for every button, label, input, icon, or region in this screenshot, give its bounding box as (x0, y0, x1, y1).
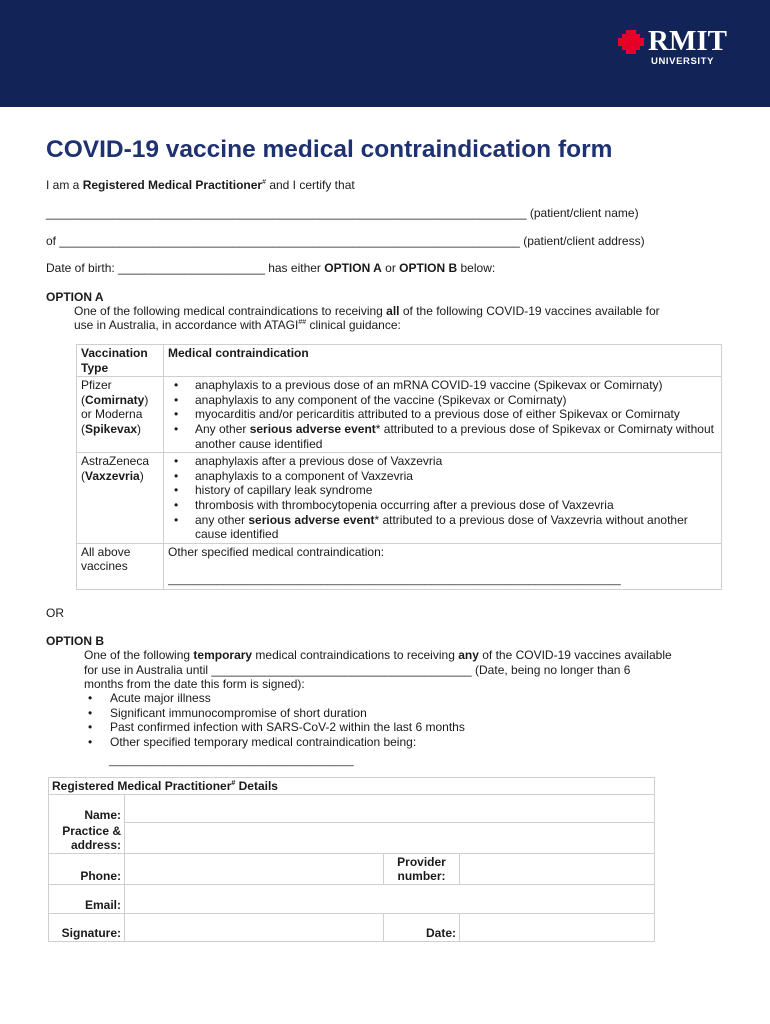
patient-address-line: of _____________________________________________________________________ (patient/client address) (46, 234, 645, 248)
table-row (77, 453, 722, 544)
option-a-desc-1: One of the following medical contraindications to receiving all of the following COVID-19 vaccines available for (74, 304, 660, 318)
list-item: • anaphylaxis to any component of the vaccine (Spikevax or Comirnaty) (168, 393, 717, 408)
option-b-desc-2: for use in Australia until _______________________________________ (Date, being no longer than 6 (84, 663, 631, 677)
list-item: • anaphylaxis to a previous dose of an mRNA COVID-19 vaccine (Spikevax or Comirnaty) (168, 378, 717, 393)
date-label: Date: (384, 913, 460, 941)
dob-field[interactable]: ______________________ (118, 261, 265, 275)
practice-address-field[interactable] (125, 823, 655, 854)
patient-address-field[interactable]: _____________________________________________________________________ (59, 234, 520, 248)
option-b-heading: OPTION B (46, 634, 105, 648)
until-date-field[interactable]: _______________________________________ (211, 663, 472, 677)
dob-line: Date of birth: ______________________ has either OPTION A or OPTION B below: (46, 261, 496, 275)
logo-subtitle: UNIVERSITY (651, 56, 715, 67)
table-row (49, 884, 655, 913)
patient-name-line: ________________________________________________________________________ (patient/client name) (46, 206, 639, 220)
or-label: OR (46, 606, 64, 620)
practice-address-label: Practice & address: (49, 823, 125, 854)
list-item: • Other specified temporary medical contraindication being: (84, 735, 465, 750)
table-row (77, 543, 722, 589)
list-item: • anaphylaxis to a component of Vaxzevria (168, 469, 717, 484)
option-b-desc-3: months from the date this form is signed): (84, 677, 305, 691)
vaccine-type-pfizer: Pfizer (Comirnaty) or Moderna (Spikevax) (77, 377, 164, 453)
name-field[interactable] (125, 795, 655, 823)
option-a-heading: OPTION A (46, 290, 104, 304)
table-row (49, 853, 655, 884)
details-heading: Registered Medical Practitioner# Details (49, 778, 655, 795)
vaccine-type-astrazeneca: AstraZeneca (Vaxzevria) (77, 453, 164, 544)
vaccine-type-all: All above vaccines (77, 543, 164, 589)
table-header-row (77, 345, 722, 377)
email-field[interactable] (125, 884, 655, 913)
list-item: • history of capillary leak syndrome (168, 483, 717, 498)
phone-label: Phone: (49, 853, 125, 884)
temporary-contraindication-field[interactable]: ________________________________________ (109, 755, 354, 767)
list-item: • any other serious adverse event* attributed to a previous dose of Vaxzevria without another cause identified (168, 513, 717, 542)
date-field[interactable] (460, 913, 655, 941)
contraindications-astrazeneca (164, 453, 722, 544)
col-header-vaccination-type: Vaccination Type (77, 345, 164, 377)
table-row (49, 795, 655, 823)
header-band (0, 0, 770, 107)
provider-number-field[interactable] (460, 853, 655, 884)
contraindications-other (164, 543, 722, 589)
patient-name-field[interactable]: ________________________________________________________________________ (46, 206, 527, 220)
table-row (49, 913, 655, 941)
list-item: • Acute major illness (84, 691, 465, 706)
list-item: • Past confirmed infection with SARS-CoV-2 within the last 6 months (84, 720, 465, 735)
provider-number-label: Provider number: (384, 853, 460, 884)
phone-field[interactable] (125, 853, 384, 884)
signature-field[interactable] (125, 913, 384, 941)
list-item: • thrombosis with thrombocytopenia occurring after a previous dose of Vaxzevria (168, 498, 717, 513)
list-item: • Any other serious adverse event* attributed to a previous dose of Spikevax or Comirnaty without another cause identified (168, 422, 717, 451)
col-header-contraindication: Medical contraindication (164, 345, 722, 377)
page-title: COVID-19 vaccine medical contraindication form (46, 136, 613, 163)
certify-statement: I am a Registered Medical Practitioner# and I certify that (46, 178, 355, 192)
table-row (49, 778, 655, 795)
name-label: Name: (49, 795, 125, 823)
option-b-list (84, 691, 465, 749)
practitioner-details-table (48, 777, 655, 942)
logo-wordmark: RMIT (648, 25, 727, 57)
list-item: • Significant immunocompromise of short duration (84, 706, 465, 721)
signature-label: Signature: (49, 913, 125, 941)
option-a-desc-2: use in Australia, in accordance with ATAGI## clinical guidance: (74, 318, 401, 332)
option-b-desc-1: One of the following temporary medical contraindications to receiving any of the COVID-19 vaccines available (84, 648, 672, 662)
list-item: • anaphylaxis after a previous dose of Vaxzevria (168, 454, 717, 469)
option-a-table (76, 344, 722, 590)
table-row (77, 377, 722, 453)
email-label: Email: (49, 884, 125, 913)
list-item: • myocarditis and/or pericarditis attributed to a previous dose of either Spikevax or Comirnaty (168, 407, 717, 422)
other-contraindication-label: Other specified medical contraindication: (168, 544, 385, 559)
contraindications-pfizer (164, 377, 722, 453)
table-row (49, 823, 655, 854)
other-contraindication-field[interactable]: __________________________________________________________________________ (168, 574, 621, 587)
rmit-pixel-mark-icon (618, 30, 644, 54)
